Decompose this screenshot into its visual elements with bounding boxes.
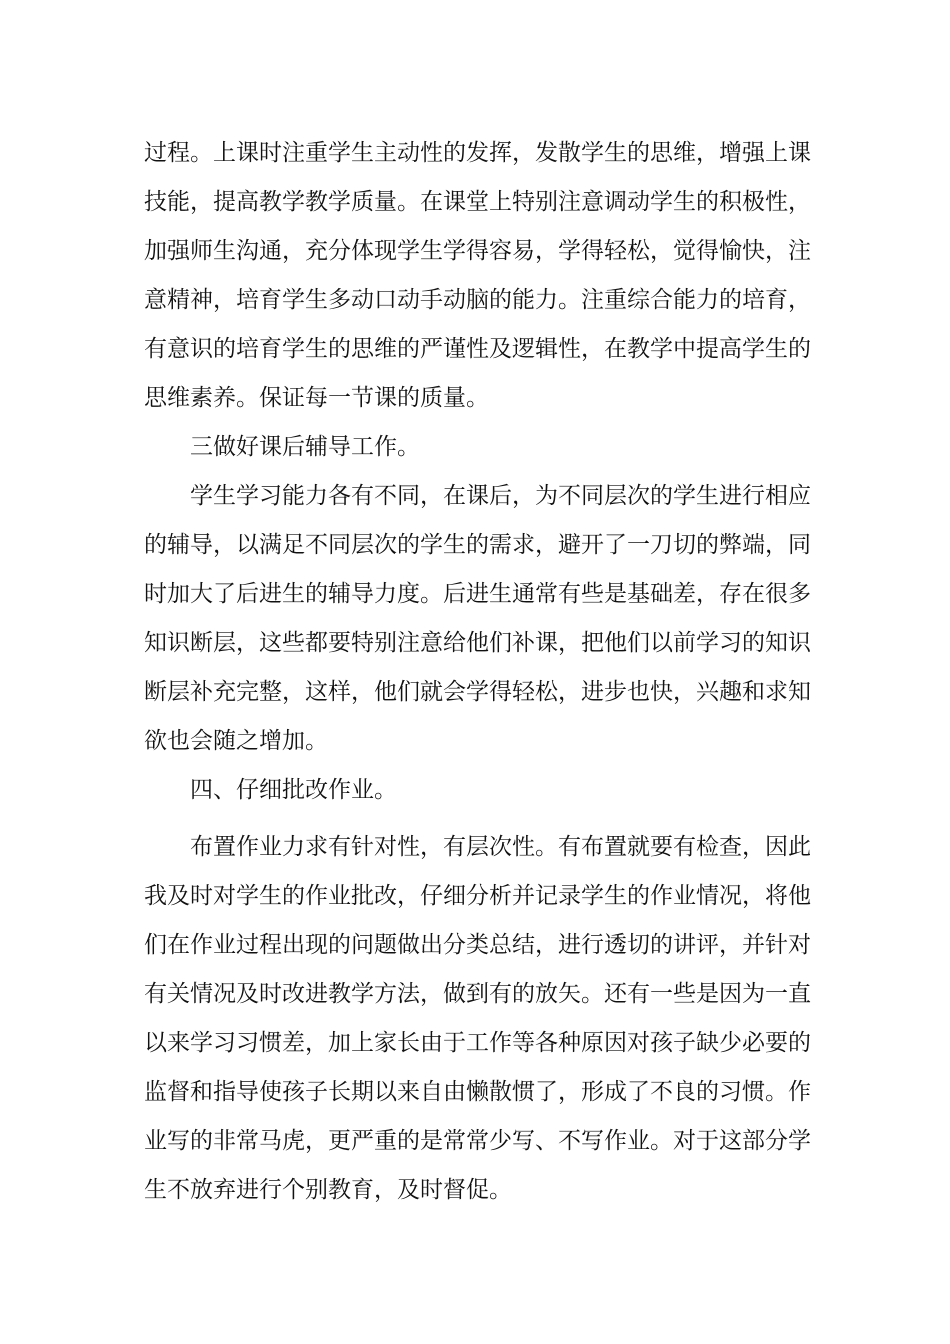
paragraph-line: 业写的非常马虎，更严重的是常常少写、不写作业。对于这部分学	[144, 1128, 811, 1154]
paragraph-line: 加强师生沟通，充分体现学生学得容易，学得轻松，觉得愉快，注	[144, 238, 811, 264]
section-heading: 四、仔细批改作业。	[190, 777, 397, 803]
paragraph-line: 们在作业过程出现的问题做出分类总结，进行透切的讲评，并针对	[144, 932, 811, 958]
paragraph-line: 有意识的培育学生的思维的严谨性及逻辑性，在教学中提高学生的	[144, 336, 811, 362]
paragraph-line: 有关情况及时改进教学方法，做到有的放矢。还有一些是因为一直	[144, 981, 811, 1007]
paragraph-line: 学生学习能力各有不同，在课后，为不同层次的学生进行相应	[190, 483, 811, 509]
paragraph-line: 我及时对学生的作业批改，仔细分析并记录学生的作业情况，将他	[144, 883, 811, 909]
paragraph-line: 时加大了后进生的辅导力度。后进生通常有些是基础差，存在很多	[144, 581, 811, 607]
paragraph-line: 知识断层，这些都要特别注意给他们补课，把他们以前学习的知识	[144, 630, 811, 656]
paragraph-line: 生不放弃进行个别教育，及时督促。	[144, 1177, 512, 1203]
section-heading: 三做好课后辅导工作。	[190, 434, 420, 460]
paragraph-line: 欲也会随之增加。	[144, 728, 328, 754]
paragraph-line: 监督和指导使孩子长期以来自由懒散惯了，形成了不良的习惯。作	[144, 1079, 811, 1105]
paragraph-line: 思维素养。保证每一节课的质量。	[144, 385, 489, 411]
paragraph-line: 意精神，培育学生多动口动手动脑的能力。注重综合能力的培育，	[144, 287, 811, 313]
paragraph-line: 的辅导，以满足不同层次的学生的需求，避开了一刀切的弊端，同	[144, 532, 811, 558]
paragraph-line: 以来学习习惯差，加上家长由于工作等各种原因对孩子缺少必要的	[144, 1030, 811, 1056]
paragraph-line: 技能，提高教学教学质量。在课堂上特别注意调动学生的积极性，	[144, 189, 811, 215]
paragraph-line: 过程。上课时注重学生主动性的发挥，发散学生的思维，增强上课	[144, 140, 811, 166]
paragraph-line: 断层补充完整，这样，他们就会学得轻松，进步也快，兴趣和求知	[144, 679, 811, 705]
paragraph-line: 布置作业力求有针对性，有层次性。有布置就要有检查，因此	[190, 834, 811, 860]
